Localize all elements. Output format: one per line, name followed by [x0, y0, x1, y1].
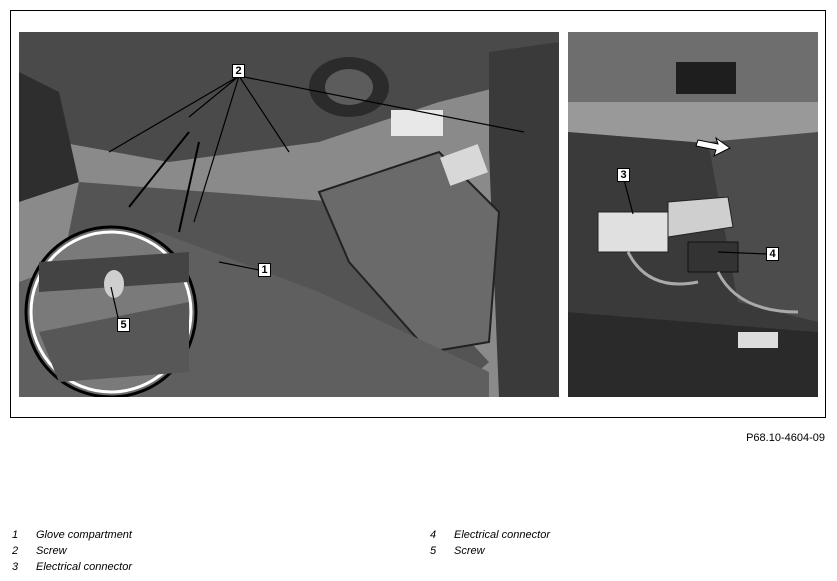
connector-photo [568, 32, 818, 397]
connector-illustration [568, 32, 818, 397]
legend-right [430, 527, 550, 559]
legend-label: Glove compartment [36, 529, 132, 541]
figure-reference-code: P68.10-4604-09 [746, 432, 825, 444]
legend-item [12, 527, 132, 543]
legend-label: Electrical connector [36, 561, 132, 573]
legend-number: 2 [12, 545, 19, 557]
legend-number: 3 [12, 561, 19, 573]
legend-item [12, 543, 132, 559]
legend-label: Electrical connector [454, 529, 550, 541]
callout-2: 2 [232, 64, 245, 78]
callout-1: 1 [258, 263, 271, 277]
legend-number: 5 [430, 545, 437, 557]
legend-label: Screw [454, 545, 485, 557]
callout-4: 4 [766, 247, 779, 261]
legend-number: 1 [12, 529, 19, 541]
legend-item [430, 543, 550, 559]
legend-number: 4 [430, 529, 437, 541]
legend-label: Screw [36, 545, 67, 557]
callout-3: 3 [617, 168, 630, 182]
legend-item [12, 559, 132, 575]
glove-compartment-photo [19, 32, 559, 397]
glove-compartment-illustration [19, 32, 559, 397]
legend-left [12, 527, 132, 575]
callout-5: 5 [117, 318, 130, 332]
legend-item [430, 527, 550, 543]
